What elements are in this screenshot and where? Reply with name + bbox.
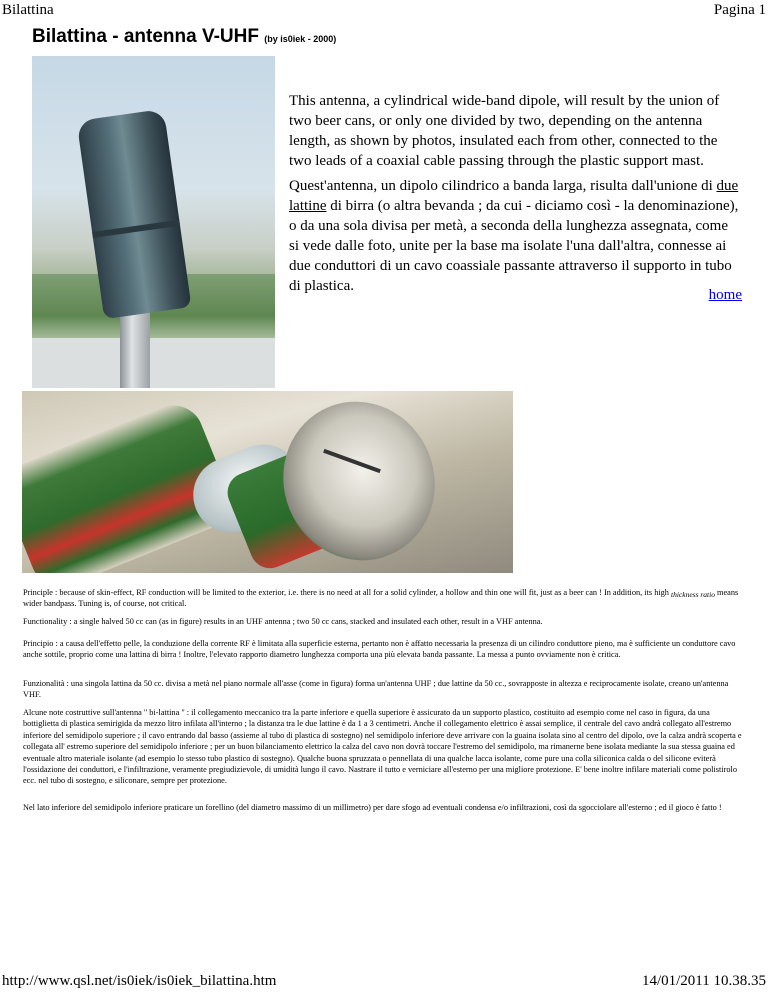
intro-english: This antenna, a cylindrical wide-band dipole, will result by the union of two beer cans, or only one divided by two, depending on the antenna length, as shown by photos, insulated each from other, connected to the two leads of a coaxial cable passing through the plastic support mast. <box>289 93 720 169</box>
home-link[interactable]: home <box>708 287 742 303</box>
paragraph-principio: Principio : a causa dell'effetto pelle, la conduzione della corrente RF è limitata alla superficie esterna, pertanto non è affatto necessaria la presenza di un cilindro conduttore pieno, ma è sufficiente un conduttore cavo anche sottile, proprio come una lattina di birra ! Inoltre, l'elevato rapporto diametro lunghezza comporta una più elevata banda passante. La messa a punto ovviamente non è critica. <box>23 639 736 660</box>
page-title-main: Bilattina - antenna V-UHF <box>32 26 259 47</box>
antenna-photo-wall <box>32 338 275 388</box>
paragraph-construction-notes: Alcune note costruttive sull'antenna " bi-lattina " : il collegamento meccanico tra la parte inferiore e quella superiore è assicurato da un supporto plastico, costituito ad esempio come nel caso in figura, da una bottiglietta di plastica semirigida da mezzo litro infilata all'interno ; la distanza tra le due lattine è da 1 a 3 centimetri. Anche il collegamento elettrico è assai semplice, il centrale del cavo andrà collegato all'estremo inferiore del semidipolo superiore ; il cavo entrando dal basso (assieme al tubo di plastica di sostegno) nel semidipolo inferiore deve arrivare con la guaina isolata sino al centro del dipolo, ove la calza andrà scoperta e collegata all' estremo superiore del semidipolo inferiore ; per un buon bilanciamento elettrico la calza del cavo non dovrà toccare l'estremo del semidipolo, ma rimanerne bene isolata mediante la sua stessa guaina ed eventuale altro materiale isolante (ad esempio lo stesso tubo plastico di sostegno). Qualche buona spruzzata o pennellata di una qualche lacca isolante, come pure una colla siliconica calda o del silicone eviterà l'ossidazione dei conduttori, e l'infiltrazione, veramente pregiudizievole, di umidità lungo il cavo. Nastrare il tutto e verniciare all'esterno per una migliore protezione. E' bene inoltre infilare materiali come polistirolo ecc. nel tubo di sostegno, e siliconare, sempre per protezione. <box>23 708 742 786</box>
intro-italian-part1: Quest'antenna, un dipolo cilindrico a banda larga, risulta dall'unione di <box>289 178 717 194</box>
intro-italian-part2: di birra (o altra bevanda ; da cui - diciamo così - la denominazione), o da una sola divisa per metà, a seconda della lunghezza assegnata, come si vede dalle foto, unite per la base ma isolate l'una dall'altra, connesse ai due conduttori di un cavo coassiale passante attraverso il supporto in tubo di plastica. <box>289 198 739 294</box>
principle-text-b: means wider bandpass. Tuning is, of course, not critical. <box>23 588 739 609</box>
print-header-title: Bilattina <box>2 2 54 18</box>
print-footer-date: 14/01/2011 10.38.35 <box>641 973 766 989</box>
print-header-page-number: Pagina 1 <box>713 2 766 18</box>
principle-text-a: Principle : because of skin-effect, RF conduction will be limited to the exterior, i.e. there is no need at all for a solid cylinder, a hollow and thin one will fit, just as a beer can ! In addition, its high <box>23 588 672 597</box>
intro-italian <box>289 176 741 296</box>
page-title-byline: (by is0iek - 2000) <box>264 34 337 44</box>
page-title <box>32 26 336 48</box>
paragraph-drain-hole: Nel lato inferiore del semidipolo inferiore praticare un forellino (del diametro massimo di un millimetro) per dare sfogo ad eventuali condensa e/o infiltrazioni, così da sgocciolare all'esterno ; ed il gioco è fatto ! <box>23 803 722 812</box>
antenna-photo-can-joint <box>92 220 180 238</box>
cans-construction-photo <box>22 391 513 573</box>
paragraph-functionality: Functionality : a single halved 50 cc can (as in figure) results in an UHF antenna ; two 50 cc cans, stacked and insulated each other, result in a VHF antenna. <box>23 617 543 626</box>
paragraph-funzionalita: Funzionalità : una singola lattina da 50 cc. divisa a metà nel piano normale all'asse (come in figura) forma un'antenna UHF ; due lattine da 50 cc., sovrapposte in altezza e reciprocamente isolate, creano un'antenna VHF. <box>23 679 729 700</box>
antenna-photo <box>32 56 275 388</box>
print-footer-url: http://www.qsl.net/is0iek/is0iek_bilattina.htm <box>2 973 277 989</box>
paragraph-principle <box>23 587 745 610</box>
principle-term: thickness ratio <box>671 590 715 599</box>
intro-italian-underlined: due lattine <box>289 178 739 214</box>
